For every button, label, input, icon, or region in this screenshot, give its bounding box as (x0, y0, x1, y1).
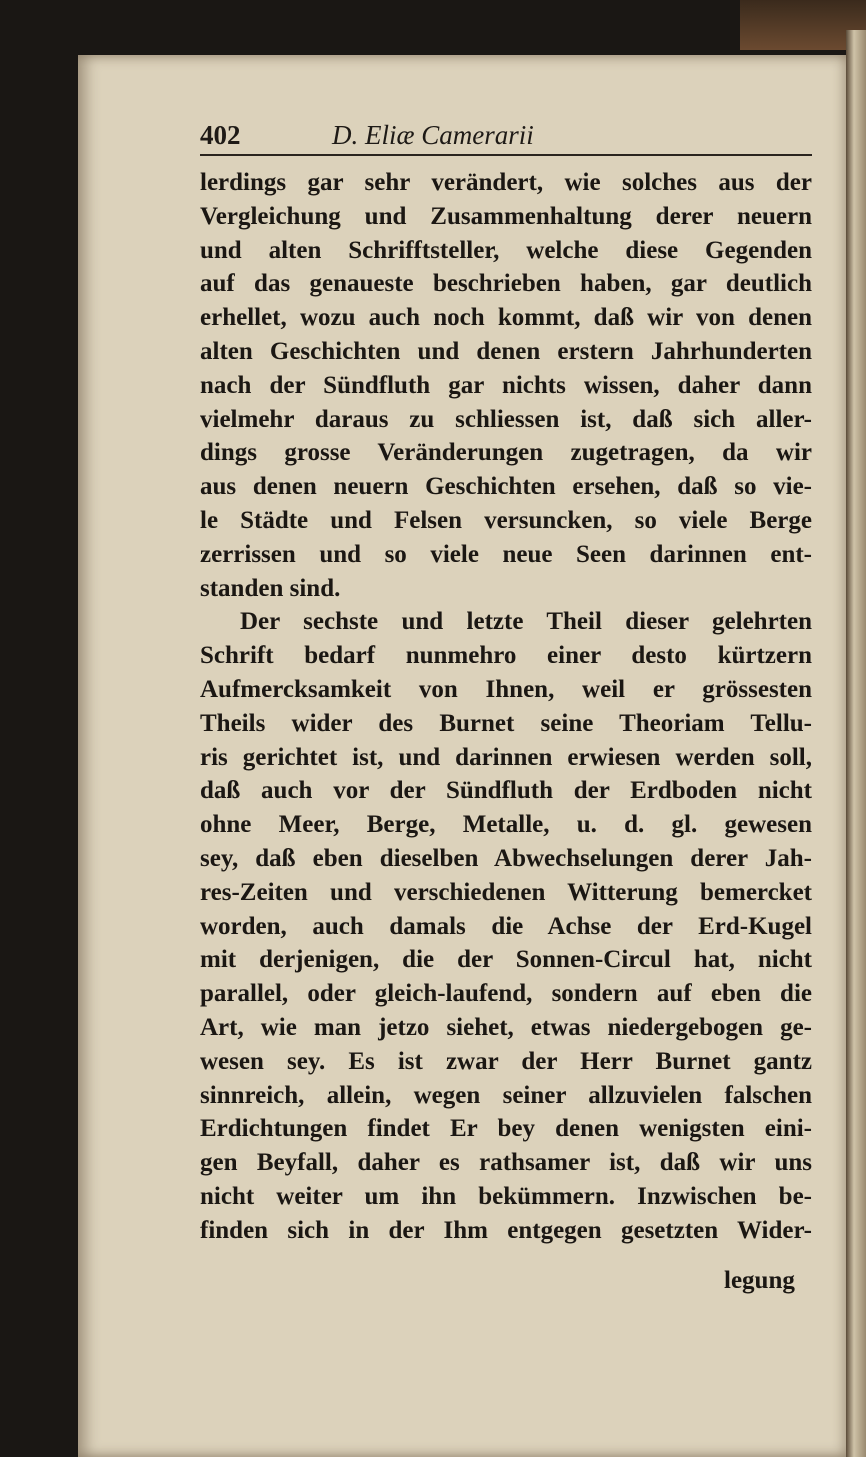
text-line: standen sind. (200, 574, 341, 602)
page-edge (846, 30, 866, 1457)
text-line: Erdichtungen findet Er bey denen wenigsten eini- (200, 1115, 812, 1143)
text-line: finden sich in der Ihm entgegen gesetzten Wider- (200, 1216, 812, 1244)
text-line: worden, auch damals die Achse der Erd-Kugel (200, 912, 812, 940)
text-line: parallel, oder gleich-laufend, sondern auf eben die (200, 980, 812, 1008)
text-line: und alten Schrifftsteller, welche diese Gegenden (200, 236, 812, 264)
text-line: alten Geschichten und denen erstern Jahrhunderten (200, 337, 812, 365)
text-line: Schrift bedarf nunmehro einer desto kürtzern (200, 642, 812, 670)
running-title: D. Eliæ Camerarii (332, 120, 534, 150)
header-rule (200, 154, 812, 156)
text-line: Theils wider des Burnet seine Theoriam Tellu- (200, 709, 812, 737)
text-line: Aufmercksamkeit von Ihnen, weil er grössesten (200, 675, 812, 703)
text-line: Vergleichung und Zusammenhaltung derer neuern (200, 202, 812, 230)
page-number: 402 (200, 120, 241, 150)
text-line: aus denen neuern Geschichten ersehen, daß so vie- (200, 473, 812, 501)
text-line: dings grosse Veränderungen zugetragen, da wir (200, 439, 812, 467)
text-line: erhellet, wozu auch noch kommt, daß wir von denen (200, 304, 812, 332)
text-line: nach der Sündfluth gar nichts wissen, daher dann (200, 371, 812, 399)
text-line: sey, daß eben dieselben Abwechselungen derer Jah- (200, 844, 812, 872)
text-line: Der sechste und letzte Theil dieser gelehrten (240, 608, 812, 636)
text-line: mit derjenigen, die der Sonnen-Circul hat, nicht (200, 946, 812, 974)
body-text (200, 166, 812, 1248)
text-line: daß auch vor der Sündfluth der Erdboden nicht (200, 777, 812, 805)
text-line: sinnreich, allein, wegen seiner allzuvielen falschen (200, 1081, 812, 1109)
text-line: nicht weiter um ihn bekümmern. Inzwischen be- (200, 1182, 812, 1210)
text-line: wesen sey. Es ist zwar der Herr Burnet gantz (200, 1047, 812, 1075)
text-line: vielmehr daraus zu schliessen ist, daß sich aller- (200, 405, 812, 433)
text-line: Art, wie man jetzo siehet, etwas niedergebogen ge- (200, 1013, 812, 1041)
text-line: ris gerichtet ist, und darinnen erwiesen werden soll, (200, 743, 812, 771)
text-line: zerrissen und so viele neue Seen darinnen ent- (200, 540, 812, 568)
text-line: gen Beyfall, daher es rathsamer ist, daß wir uns (200, 1149, 812, 1177)
page-header (200, 118, 812, 152)
text-line: ohne Meer, Berge, Metalle, u. d. gl. gewesen (200, 811, 812, 839)
text-line: lerdings gar sehr verändert, wie solches aus der (200, 169, 812, 196)
catchword: legung (724, 1267, 795, 1294)
text-line: le Städte und Felsen versuncken, so viele Berge (200, 506, 812, 534)
text-line: res-Zeiten und verschiedenen Witterung bemercket (200, 878, 812, 906)
text-line: auf das genaueste beschrieben haben, gar deutlich (200, 270, 812, 298)
